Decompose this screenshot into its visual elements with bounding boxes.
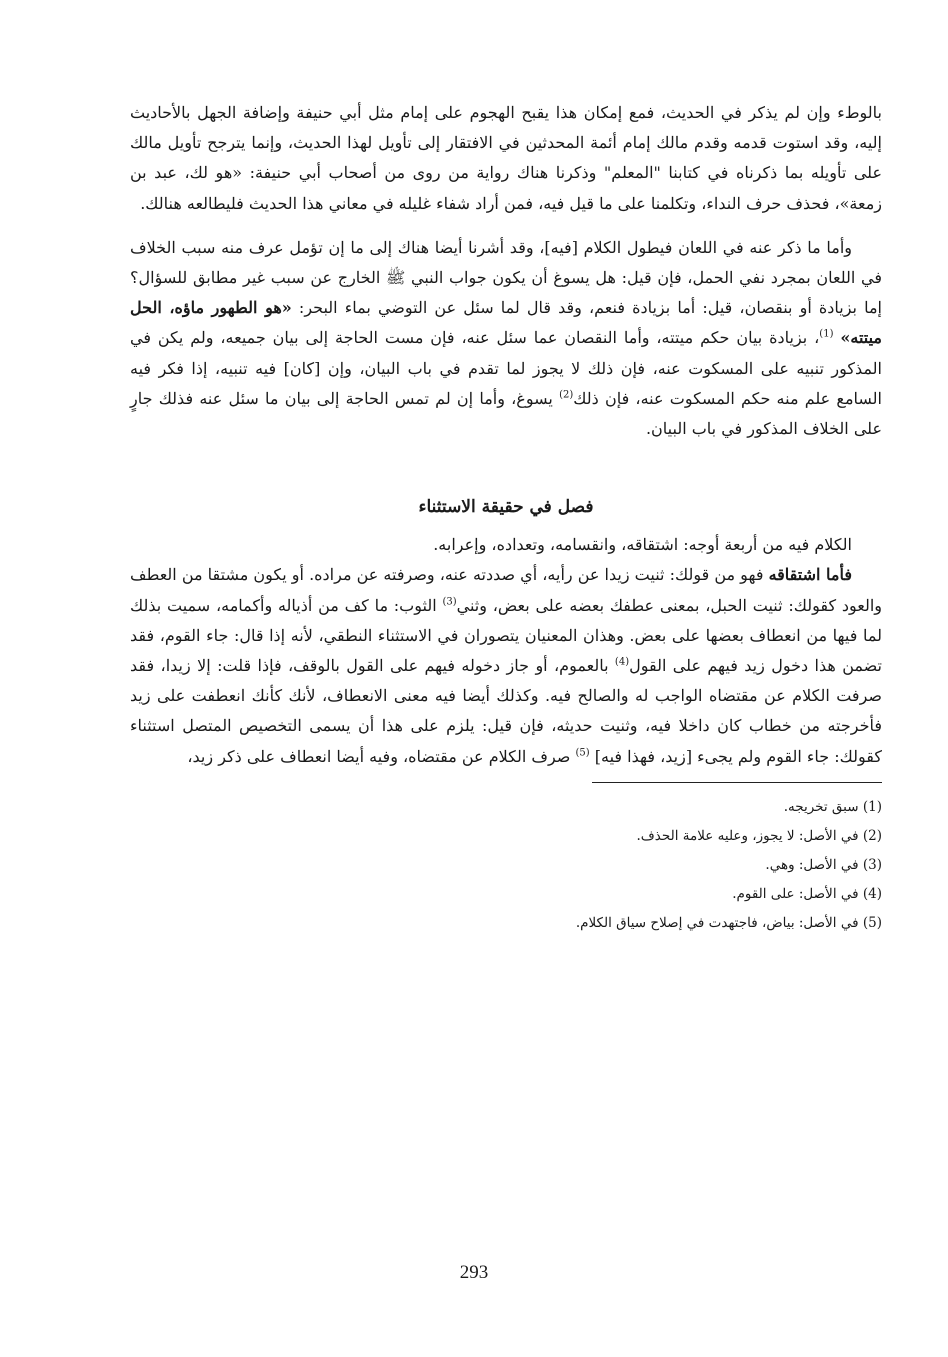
paragraph-3: الكلام فيه من أربعة أوجه: اشتقاقه، وانقسامه، وتعداده، وإعرابه.	[433, 535, 852, 555]
paragraph-2-text-c: يسوغ، وأما إن لم تمس الحاجة إلى بيان ما سئل عنه فذلك جارٍ على الخلاف المذكور في باب البيان.	[130, 388, 882, 439]
footnote-1: (1) سبق تخريجه.	[783, 798, 882, 815]
footnote-ref-1[interactable]: (1)	[819, 329, 834, 341]
footnote-2: (2) في الأصل: لا يجوز، وعليه علامة الحذف.	[636, 827, 882, 844]
footnote-ref-2[interactable]: (2)	[559, 389, 574, 401]
footnote-4: (4) في الأصل: على القوم.	[732, 885, 882, 902]
paragraph-2-text-b: ، بزيادة بيان حكم ميتته، وأما النقصان عما سئل عنه، فإن مست الحاجة إلى بيان جميعه، ولم يكن في المذكور تنبيه على المسكوت عنه، فإن ذلك لا يجوز لما تقدم في باب البيان، وإن [كان] فيه تنبيه، إذا فكر فيه السامع علم منه حكم المسكوت عنه، فإن ذلك	[130, 328, 883, 408]
paragraph-4-text-a: فهو من قولك: ثنيت زيدا عن رأيه، أي صددته عنه، وصرفته عن مراده. أو يكون مشتقا من العطف والعود كقولك: ثنيت الحبل، بمعنى عطفك بعضه على بعض، وثني	[130, 565, 882, 615]
footnote-ref-4[interactable]: (4)	[614, 656, 630, 668]
paragraph-1: بالوطء وإن لم يذكر في الحديث، فمع إمكان هذا يقبح الهجوم على إمام مثل أبي حنيفة وإضافة الجهل بالأحاديث إليه، وقد استوت قدمه وقدم مالك إمام أئمة المحدثين في الافتقار إلى تأويل لهذا الحديث، وإنما يترجح تأويل مالك على تأويله بما ذكرناه في كتابنا "المعلم" وذكرنا هناك رواية من روى من أصحاب أبي حنيفة: «هو لك، عبد بن زمعة»، فحذف حرف النداء، وتكلمنا على ما قيل فيه، فمن أراد شفاء غليله في معاني هذا الحديث فليطالعه هنالك.	[130, 103, 882, 213]
paragraph-4-text-d: صرف الكلام عن مقتضاه، وفيه أيضا انعطاف على ذكر زيد،	[187, 746, 576, 766]
paragraph-2	[130, 233, 882, 444]
footnote-3: (3) في الأصل: وهي.	[765, 856, 882, 873]
paragraph-4-text-c: بالعموم، أو جاز دخوله فيهم على القول بالوقف، فإذا قلت: إلا زيدا، فقد صرفت الكلام عن مقتضاه الواجب له والصالح فيه. وكذلك أيضا فيه معنى الانعطاف، لأنك كأنك انعطفت على زيد فأخرجته من خطاب كان داخلا فيه، وثنيت حديثه، فإن قيل: يلزم على هذا أن يسمى التخصيص المتصل استثناء كقولك: جاء القوم ولم يجىء [زيد، فهذا فيه]	[130, 656, 882, 766]
footnote-5: (5) في الأصل: بياض، فاجتهدت في إصلاح سياق الكلام.	[575, 914, 882, 931]
footnote-ref-3[interactable]: (3)	[442, 596, 457, 608]
footnote-ref-5[interactable]: (5)	[575, 747, 590, 759]
paragraph-4-text-b: الثوب: ما كف من أذياله وأكمامه، سميت بذلك لما فيها من انعطاف بعضها على بعض. وهذان المعنيان يتصوران في الاستثناء النطقي، لأنه إذا قال: جاء القوم، فقد تضمن هذا دخول زيد فيهم على القول	[130, 595, 882, 676]
footnotes-list	[130, 793, 882, 938]
section-heading: فصل في حقيقة الاستثناء	[418, 497, 594, 518]
paragraph-gap	[130, 219, 882, 233]
footnote-separator	[592, 782, 882, 783]
page-number: 293	[459, 1262, 489, 1283]
paragraph-2-text-a: وأما ما ذكر عنه في اللعان فيطول الكلام [فيه]، وقد أشرنا أيضا هناك إلى ما إن تؤمل عرف منه سبب الخلاف في اللعان بمجرد نفي الحمل، فإن قيل: هل يسوغ أن يكون جواب النبي ﷺ الخارج عن سبب غير مطابق للسؤال؟ إما بزيادة أو بنقصان، قيل: أما بزيادة فنعم، وقد قال لما سئل عن التوضي بماء البحر:	[130, 237, 882, 318]
paragraph-4-lead: فأما اشتقاقه	[768, 565, 852, 585]
hadith-quote: «هو الطهور ماؤه، الحل ميتته»	[130, 298, 882, 348]
paragraph-4	[130, 560, 882, 771]
